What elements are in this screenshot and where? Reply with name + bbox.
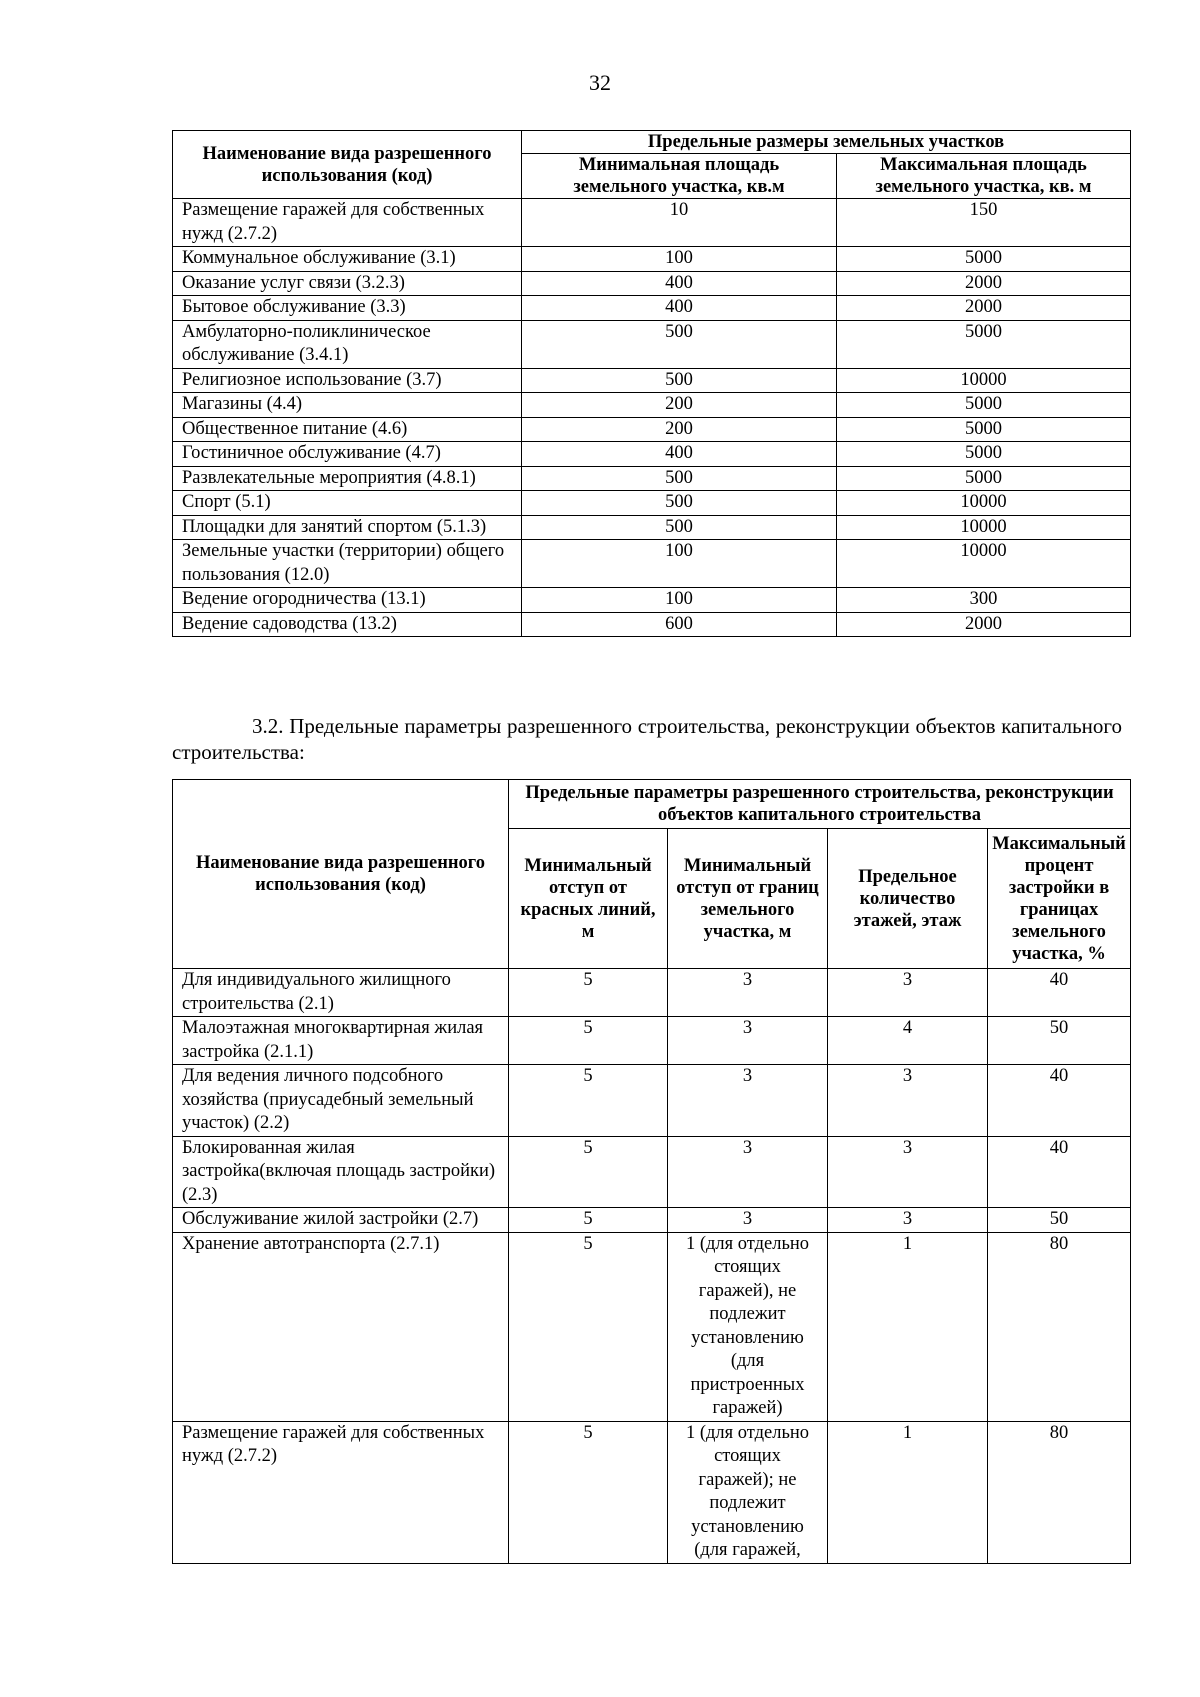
t2-cell-name: Малоэтажная многоквартирная жилая застройка (2.1.1) bbox=[173, 1017, 509, 1065]
t2-cell-c2: 3 bbox=[668, 1136, 828, 1208]
table-row bbox=[173, 1136, 1131, 1208]
t1-cell-name: Ведение огородничества (13.1) bbox=[173, 588, 522, 613]
t2-cell-name: Для ведения личного подсобного хозяйства (приусадебный земельный участок) (2.2) bbox=[173, 1065, 509, 1137]
t2-cell-c1: 5 bbox=[509, 1065, 668, 1137]
t1-cell-name: Размещение гаражей для собственных нужд (2.7.2) bbox=[173, 199, 522, 247]
t2-cell-c2: 3 bbox=[668, 1017, 828, 1065]
t1-header-group: Предельные размеры земельных участков bbox=[522, 131, 1131, 154]
t1-header-max: Максимальная площадь земельного участка, кв. м bbox=[837, 154, 1131, 199]
t1-cell-max: 5000 bbox=[837, 320, 1131, 368]
table-row bbox=[173, 612, 1131, 637]
page-number: 32 bbox=[589, 70, 611, 95]
table-row bbox=[173, 271, 1131, 296]
t1-cell-min: 500 bbox=[522, 320, 837, 368]
land-plot-size-table bbox=[172, 130, 1131, 637]
t1-cell-max: 5000 bbox=[837, 393, 1131, 418]
table-row bbox=[173, 1421, 1131, 1563]
t1-cell-name: Развлекательные мероприятия (4.8.1) bbox=[173, 466, 522, 491]
t1-cell-min: 500 bbox=[522, 491, 837, 516]
t2-cell-c4: 80 bbox=[988, 1232, 1131, 1421]
t1-cell-name: Общественное питание (4.6) bbox=[173, 417, 522, 442]
t2-header-name: Наименование вида разрешенного использования (код) bbox=[173, 780, 509, 969]
t1-cell-name: Религиозное использование (3.7) bbox=[173, 368, 522, 393]
table-row bbox=[173, 515, 1131, 540]
t2-cell-c2: 3 bbox=[668, 1065, 828, 1137]
t1-cell-name: Амбулаторно-поликлиническое обслуживание (3.4.1) bbox=[173, 320, 522, 368]
t2-cell-c1: 5 bbox=[509, 1208, 668, 1233]
t1-cell-min: 600 bbox=[522, 612, 837, 637]
t2-cell-name: Размещение гаражей для собственных нужд (2.7.2) bbox=[173, 1421, 509, 1563]
t2-header-col1: Минимальный отступ от красных линий, м bbox=[509, 829, 668, 969]
t1-cell-name: Спорт (5.1) bbox=[173, 491, 522, 516]
table-row bbox=[173, 417, 1131, 442]
t1-cell-min: 100 bbox=[522, 247, 837, 272]
t1-cell-name: Ведение садоводства (13.2) bbox=[173, 612, 522, 637]
t1-cell-max: 300 bbox=[837, 588, 1131, 613]
t2-cell-c3: 3 bbox=[828, 969, 988, 1017]
t1-cell-max: 5000 bbox=[837, 247, 1131, 272]
t1-cell-name: Гостиничное обслуживание (4.7) bbox=[173, 442, 522, 467]
t2-cell-name: Хранение автотранспорта (2.7.1) bbox=[173, 1232, 509, 1421]
t2-cell-c4: 80 bbox=[988, 1421, 1131, 1563]
t1-cell-max: 10000 bbox=[837, 515, 1131, 540]
table-row bbox=[173, 442, 1131, 467]
table-row bbox=[173, 1065, 1131, 1137]
t2-header-group: Предельные параметры разрешенного строительства, реконструкции объектов капитального строительства bbox=[509, 780, 1131, 829]
t2-cell-name: Блокированная жилая застройка(включая площадь застройки) (2.3) bbox=[173, 1136, 509, 1208]
table-row bbox=[173, 199, 1131, 247]
t1-cell-max: 5000 bbox=[837, 442, 1131, 467]
t2-cell-c1: 5 bbox=[509, 1421, 668, 1563]
t1-cell-min: 200 bbox=[522, 393, 837, 418]
table-row bbox=[173, 247, 1131, 272]
table-row bbox=[173, 969, 1131, 1017]
table-row bbox=[173, 1208, 1131, 1233]
t2-cell-c4: 50 bbox=[988, 1017, 1131, 1065]
t1-cell-name: Бытовое обслуживание (3.3) bbox=[173, 296, 522, 321]
t2-cell-c1: 5 bbox=[509, 1232, 668, 1421]
t1-cell-min: 10 bbox=[522, 199, 837, 247]
t1-cell-max: 2000 bbox=[837, 271, 1131, 296]
t1-cell-name: Коммунальное обслуживание (3.1) bbox=[173, 247, 522, 272]
t2-cell-c2: 1 (для отдельно стоящих гаражей); не подлежит установлению (для гаражей, bbox=[668, 1421, 828, 1563]
t1-cell-min: 400 bbox=[522, 442, 837, 467]
t2-body bbox=[173, 969, 1131, 1564]
t1-cell-name: Оказание услуг связи (3.2.3) bbox=[173, 271, 522, 296]
t1-cell-max: 5000 bbox=[837, 417, 1131, 442]
t1-cell-max: 2000 bbox=[837, 612, 1131, 637]
table-row bbox=[173, 466, 1131, 491]
t1-cell-max: 10000 bbox=[837, 368, 1131, 393]
t2-cell-c4: 40 bbox=[988, 969, 1131, 1017]
t2-cell-c4: 50 bbox=[988, 1208, 1131, 1233]
t1-cell-name: Земельные участки (территории) общего пользования (12.0) bbox=[173, 540, 522, 588]
t2-cell-c4: 40 bbox=[988, 1136, 1131, 1208]
t1-cell-max: 10000 bbox=[837, 540, 1131, 588]
t2-cell-name: Для индивидуального жилищного строительства (2.1) bbox=[173, 969, 509, 1017]
t1-cell-name: Площадки для занятий спортом (5.1.3) bbox=[173, 515, 522, 540]
t2-header-col2: Минимальный отступ от границ земельного участка, м bbox=[668, 829, 828, 969]
construction-params-table bbox=[172, 779, 1131, 1564]
t1-cell-max: 2000 bbox=[837, 296, 1131, 321]
table-row bbox=[173, 368, 1131, 393]
t1-header-name: Наименование вида разрешенного использования (код) bbox=[173, 131, 522, 199]
table-row bbox=[173, 491, 1131, 516]
t1-cell-name: Магазины (4.4) bbox=[173, 393, 522, 418]
t2-cell-c3: 3 bbox=[828, 1136, 988, 1208]
t2-cell-c3: 3 bbox=[828, 1065, 988, 1137]
t1-cell-min: 100 bbox=[522, 540, 837, 588]
t2-cell-c2: 3 bbox=[668, 1208, 828, 1233]
t2-cell-c3: 3 bbox=[828, 1208, 988, 1233]
t2-header-col4: Максимальный процент застройки в границах земельного участка, % bbox=[988, 829, 1131, 969]
t2-cell-c3: 1 bbox=[828, 1232, 988, 1421]
t2-cell-c4: 40 bbox=[988, 1065, 1131, 1137]
t2-cell-name: Обслуживание жилой застройки (2.7) bbox=[173, 1208, 509, 1233]
t1-header-min: Минимальная площадь земельного участка, кв.м bbox=[522, 154, 837, 199]
t2-header-col3: Предельное количество этажей, этаж bbox=[828, 829, 988, 969]
t2-cell-c2: 3 bbox=[668, 969, 828, 1017]
t1-body bbox=[173, 199, 1131, 637]
t2-cell-c2: 1 (для отдельно стоящих гаражей), не подлежит установлению (для пристроенных гаражей) bbox=[668, 1232, 828, 1421]
t2-cell-c1: 5 bbox=[509, 1017, 668, 1065]
table-row bbox=[173, 588, 1131, 613]
t2-cell-c3: 1 bbox=[828, 1421, 988, 1563]
section-paragraph: 3.2. Предельные параметры разрешенного строительства, реконструкции объектов капитального строительства: bbox=[172, 714, 1122, 764]
t1-cell-max: 5000 bbox=[837, 466, 1131, 491]
t1-cell-min: 500 bbox=[522, 515, 837, 540]
table-row bbox=[173, 1017, 1131, 1065]
t2-cell-c3: 4 bbox=[828, 1017, 988, 1065]
t1-cell-min: 500 bbox=[522, 466, 837, 491]
t1-cell-min: 100 bbox=[522, 588, 837, 613]
table-row bbox=[173, 393, 1131, 418]
t1-cell-min: 400 bbox=[522, 271, 837, 296]
table-row bbox=[173, 540, 1131, 588]
t2-cell-c1: 5 bbox=[509, 1136, 668, 1208]
t1-cell-max: 10000 bbox=[837, 491, 1131, 516]
t1-cell-min: 400 bbox=[522, 296, 837, 321]
t1-cell-min: 200 bbox=[522, 417, 837, 442]
table-row bbox=[173, 320, 1131, 368]
table-row bbox=[173, 296, 1131, 321]
t2-cell-c1: 5 bbox=[509, 969, 668, 1017]
t1-cell-max: 150 bbox=[837, 199, 1131, 247]
table-row bbox=[173, 1232, 1131, 1421]
t1-cell-min: 500 bbox=[522, 368, 837, 393]
